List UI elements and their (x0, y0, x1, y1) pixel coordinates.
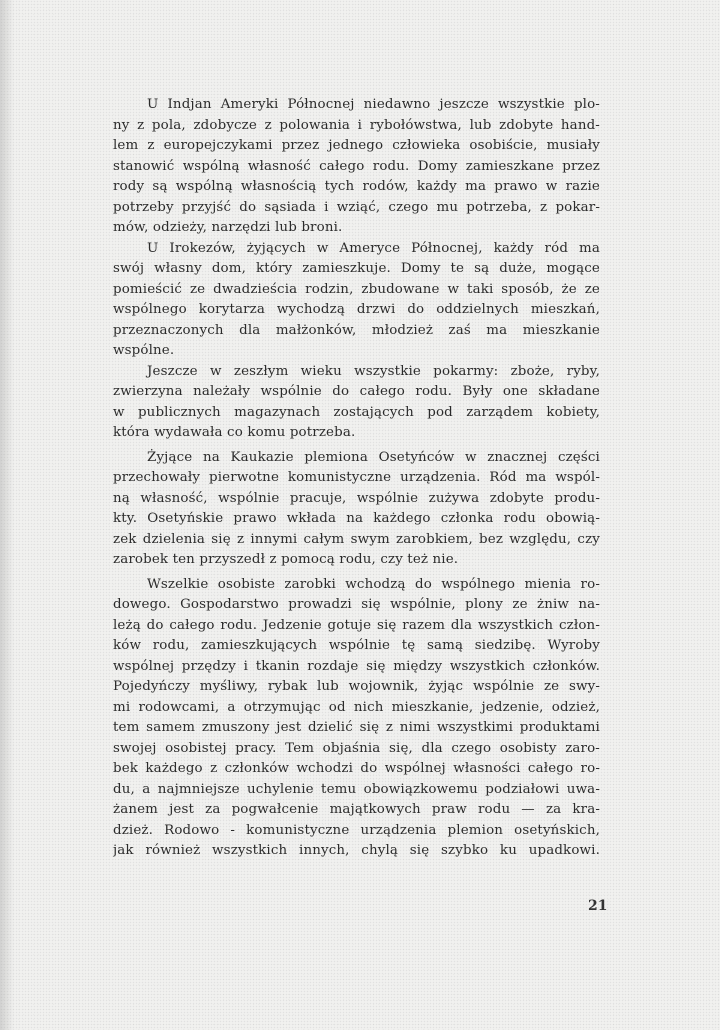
text-line: Żyjące na Kaukazie plemiona Osetyńców w znacznej części (147, 449, 600, 465)
paragraph-4 (113, 448, 600, 571)
text-line: przechowały pierwotne komunistyczne urządzenia. Ród ma wspól- (113, 470, 600, 485)
text-line: leżą do całego rodu. Jedzenie gotuje się razem dla wszystkich człon- (113, 617, 600, 633)
text-line: Jeszcze w zeszłym wieku wszystkie pokarmy: zboże, ryby, (147, 363, 600, 379)
text-line: Wszelkie osobiste zarobki wchodzą do wspólnego mienia ro- (147, 576, 600, 592)
text-line: zarobek ten przyszedł z pomocą rodu, czy też nie. (113, 552, 459, 567)
paragraph-1 (113, 95, 600, 239)
text-line: U Indjan Ameryki Północnej niedawno jeszcze wszystkie plo- (147, 97, 600, 112)
text-line: jak również wszystkich innych, chylą się szybko ku upadkowi. (113, 843, 600, 858)
text-line: zwierzyna należały wspólnie do całego rodu. Były one składane (113, 384, 600, 399)
paragraph-3 (113, 362, 600, 444)
text-line: swojej osobistej pracy. Tem objaśnia się, dla czego osobisty zaro- (113, 740, 600, 756)
text-line: żanem jest za pogwałcenie majątkowych praw rodu — za kra- (113, 802, 600, 817)
text-line: stanowić wspólną własność całego rodu. Domy zamieszkane przez (113, 158, 600, 174)
text-line: ną własność, wspólnie pracuje, wspólnie zużywa zdobyte produ- (113, 490, 600, 506)
text-line: wspólnej przędzy i tkanin rozdaje się między wszystkich członków. (113, 658, 600, 674)
text-line: rody są wspólną własnością tych rodów, każdy ma prawo w razie (113, 179, 600, 194)
text-line: swój własny dom, który zamieszkuje. Domy te są duże, mogące (113, 261, 600, 276)
text-line: pomieścić ze dwadzieścia rodzin, zbudowane w taki sposób, że ze (113, 281, 600, 297)
page-number: 21 (588, 898, 608, 914)
text-line: bek każdego z członków wchodzi do wspólnej własności całego ro- (113, 761, 600, 776)
paragraph-5 (113, 575, 600, 862)
text-line: ków rodu, zamieszkujących wspólnie tę samą siedzibę. Wyroby (113, 638, 600, 653)
text-line: wspólnego korytarza wychodzą drzwi do oddzielnych mieszkań, (113, 302, 600, 317)
text-line: kty. Osetyńskie prawo wkłada na każdego członka rodu obowią- (113, 511, 600, 526)
text-line: lem z europejczykami przez jednego człowieka osobiście, musiały (113, 138, 600, 153)
text-line: przeznaczonych dla małżonków, młodzież zaś ma mieszkanie (113, 322, 600, 338)
text-line: du, a najmniejsze uchylenie temu obowiązkowemu podziałowi uwa- (113, 781, 600, 797)
text-line: która wydawała co komu potrzeba. (113, 425, 356, 440)
text-line: potrzeby przyjść do sąsiada i wziąć, czego mu potrzeba, z pokar- (113, 199, 600, 215)
text-line: U Irokezów, żyjących w Ameryce Północnej, każdy ród ma (147, 240, 600, 256)
text-line: mi rodowcami, a otrzymując od nich mieszkanie, jedzenie, odzież, (113, 699, 600, 715)
text-line: ny z pola, zdobycze z polowania i rybołówstwa, lub zdobyte hand- (113, 117, 600, 133)
page-edge-shadow (0, 0, 14, 1030)
text-line: dowego. Gospodarstwo prowadzi się wspólnie, plony ze żniw na- (113, 597, 600, 612)
text-line: mów, odzieży, narzędzi lub broni. (113, 220, 343, 235)
text-line: w publicznych magazynach zostających pod zarządem kobiety, (113, 404, 600, 420)
text-line: zek dzielenia się z innymi całym swym zarobkiem, bez względu, czy (113, 531, 600, 547)
text-line: tem samem zmuszony jest dzielić się z nimi wszystkimi produktami (113, 720, 600, 735)
text-line: wspólne. (113, 343, 175, 358)
body-text (113, 95, 600, 862)
paragraph-2 (113, 239, 600, 362)
text-line: dzież. Rodowo - komunistyczne urządzenia plemion osetyńskich, (113, 822, 600, 838)
text-line: Pojedyńczy myśliwy, rybak lub wojownik, żyjąc wspólnie ze swy- (113, 679, 600, 694)
